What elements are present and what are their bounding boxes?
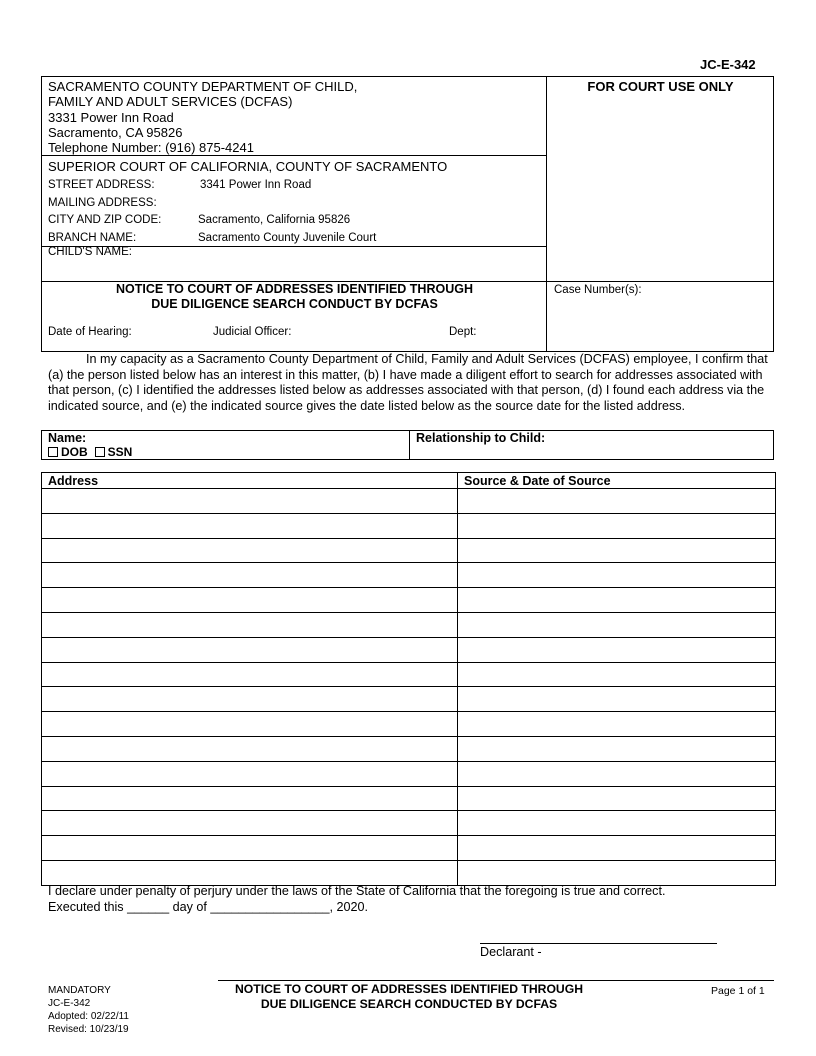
address-cell[interactable] — [42, 637, 458, 662]
executed-line[interactable]: Executed this ______ day of _________________, 2020. — [48, 900, 369, 914]
dob-label: DOB — [61, 445, 88, 459]
address-cell[interactable] — [42, 538, 458, 563]
footer-title-line-1: NOTICE TO COURT OF ADDRESSES IDENTIFIED THROUGH — [234, 982, 584, 996]
person-info-box — [41, 430, 774, 460]
name-label: Name: — [48, 431, 87, 445]
caption-header — [41, 76, 774, 352]
ssn-label: SSN — [107, 445, 133, 459]
date-of-hearing-label: Date of Hearing: — [48, 326, 132, 338]
address-cell[interactable] — [42, 761, 458, 786]
agency-address-block — [48, 79, 357, 155]
address-column-header: Address — [42, 473, 458, 489]
address-cell[interactable] — [42, 836, 458, 861]
address-table-body — [42, 489, 776, 886]
source-date-cell[interactable] — [458, 811, 776, 836]
table-row — [42, 712, 776, 737]
page-number: Page 1 of 1 — [711, 985, 765, 997]
table-row — [42, 637, 776, 662]
footer-form-id: JC-E-342 — [48, 998, 91, 1009]
footer-rule — [218, 980, 774, 981]
table-row — [42, 563, 776, 588]
source-date-cell[interactable] — [458, 563, 776, 588]
footer-form-info — [48, 984, 129, 1036]
case-number-label: Case Number(s): — [554, 284, 642, 296]
declaration-paragraph: In my capacity as a Sacramento County Department of Child, Family and Adult Services (DCFAS) employee, I confirm that (a) the person listed below has an interest in this matter, (b) I have made a diligent effort to search for addresses associated with that person, (c) I identified the addresses listed below as addresses associated with that person, (d) I found each address via the indicated source, and (e) the indicated source gives the date listed below as the source date for the listed address. — [48, 352, 768, 413]
dept-label: Dept: — [449, 326, 477, 338]
source-date-cell[interactable] — [458, 637, 776, 662]
address-cell[interactable] — [42, 513, 458, 538]
address-cell[interactable] — [42, 588, 458, 613]
notice-title-line-1: NOTICE TO COURT OF ADDRESSES IDENTIFIED THROUGH — [116, 282, 473, 296]
table-row — [42, 761, 776, 786]
footer-title-line-2: DUE DILIGENCE SEARCH CONDUCTED BY DCFAS — [260, 997, 558, 1011]
table-row — [42, 811, 776, 836]
street-address-label: STREET ADDRESS: — [48, 179, 155, 191]
source-date-cell[interactable] — [458, 489, 776, 514]
judicial-officer-label: Judicial Officer: — [213, 326, 292, 338]
childs-name-label: CHILD'S NAME: — [48, 246, 132, 258]
perjury-statement — [48, 883, 665, 915]
court-title: SUPERIOR COURT OF CALIFORNIA, COUNTY OF SACRAMENTO — [48, 159, 448, 174]
divider — [409, 431, 410, 459]
relationship-label: Relationship to Child: — [416, 431, 546, 445]
address-cell[interactable] — [42, 489, 458, 514]
table-row — [42, 588, 776, 613]
table-row — [42, 860, 776, 885]
source-date-cell[interactable] — [458, 712, 776, 737]
ssn-checkbox[interactable] — [95, 447, 105, 457]
address-table — [41, 472, 776, 886]
branch-name-value[interactable]: Sacramento County Juvenile Court — [198, 232, 377, 244]
table-row — [42, 612, 776, 637]
source-column-header: Source & Date of Source — [458, 473, 776, 489]
notice-title — [42, 282, 547, 312]
source-date-cell[interactable] — [458, 736, 776, 761]
agency-line-1: SACRAMENTO COUNTY DEPARTMENT OF CHILD, — [48, 79, 358, 94]
agency-line-4: Sacramento, CA 95826 — [48, 124, 183, 140]
address-cell[interactable] — [42, 662, 458, 687]
source-date-cell[interactable] — [458, 662, 776, 687]
mailing-address-label: MAILING ADDRESS: — [48, 197, 157, 209]
source-date-cell[interactable] — [458, 761, 776, 786]
table-row — [42, 687, 776, 712]
perjury-line-1: I declare under penalty of perjury under the laws of the State of California that the foregoing is true and correct. — [48, 884, 666, 898]
address-cell[interactable] — [42, 786, 458, 811]
agency-line-2: FAMILY AND ADULT SERVICES (DCFAS) — [48, 94, 293, 110]
address-cell[interactable] — [42, 860, 458, 885]
table-row — [42, 736, 776, 761]
source-date-cell[interactable] — [458, 836, 776, 861]
address-cell[interactable] — [42, 736, 458, 761]
dob-checkbox[interactable] — [48, 447, 58, 457]
court-use-only-label: FOR COURT USE ONLY — [587, 79, 734, 94]
street-address-value[interactable]: 3341 Power Inn Road — [200, 179, 312, 191]
agency-line-5: Telephone Number: (916) 875-4241 — [48, 140, 254, 156]
address-cell[interactable] — [42, 712, 458, 737]
address-cell[interactable] — [42, 612, 458, 637]
agency-line-3: 3331 Power Inn Road — [48, 109, 174, 125]
divider — [42, 155, 547, 156]
table-row — [42, 538, 776, 563]
city-zip-value[interactable]: Sacramento, California 95826 — [198, 214, 351, 226]
footer-title — [214, 982, 604, 1012]
city-zip-label: CITY AND ZIP CODE: — [48, 214, 162, 226]
table-header-row — [42, 473, 776, 489]
source-date-cell[interactable] — [458, 860, 776, 885]
mandatory-label: MANDATORY — [48, 985, 111, 996]
form-id: JC-E-342 — [700, 57, 756, 72]
court-use-panel — [547, 77, 774, 351]
notice-title-line-2: DUE DILIGENCE SEARCH CONDUCT BY DCFAS — [151, 297, 438, 311]
table-row — [42, 489, 776, 514]
signature-line[interactable] — [480, 943, 717, 944]
address-cell[interactable] — [42, 687, 458, 712]
table-row — [42, 836, 776, 861]
id-type-checkboxes — [48, 445, 132, 459]
source-date-cell[interactable] — [458, 538, 776, 563]
table-row — [42, 513, 776, 538]
caption-left-panel — [42, 77, 547, 351]
address-cell[interactable] — [42, 563, 458, 588]
table-row — [42, 662, 776, 687]
branch-name-label: BRANCH NAME: — [48, 232, 137, 244]
divider — [547, 281, 774, 282]
declarant-label: Declarant - — [480, 945, 542, 959]
source-date-cell[interactable] — [458, 588, 776, 613]
source-date-cell[interactable] — [458, 687, 776, 712]
table-row — [42, 786, 776, 811]
revised-date: Revised: 10/23/19 — [48, 1024, 129, 1035]
source-date-cell[interactable] — [458, 786, 776, 811]
source-date-cell[interactable] — [458, 513, 776, 538]
source-date-cell[interactable] — [458, 612, 776, 637]
address-cell[interactable] — [42, 811, 458, 836]
adopted-date: Adopted: 02/22/11 — [48, 1011, 129, 1022]
